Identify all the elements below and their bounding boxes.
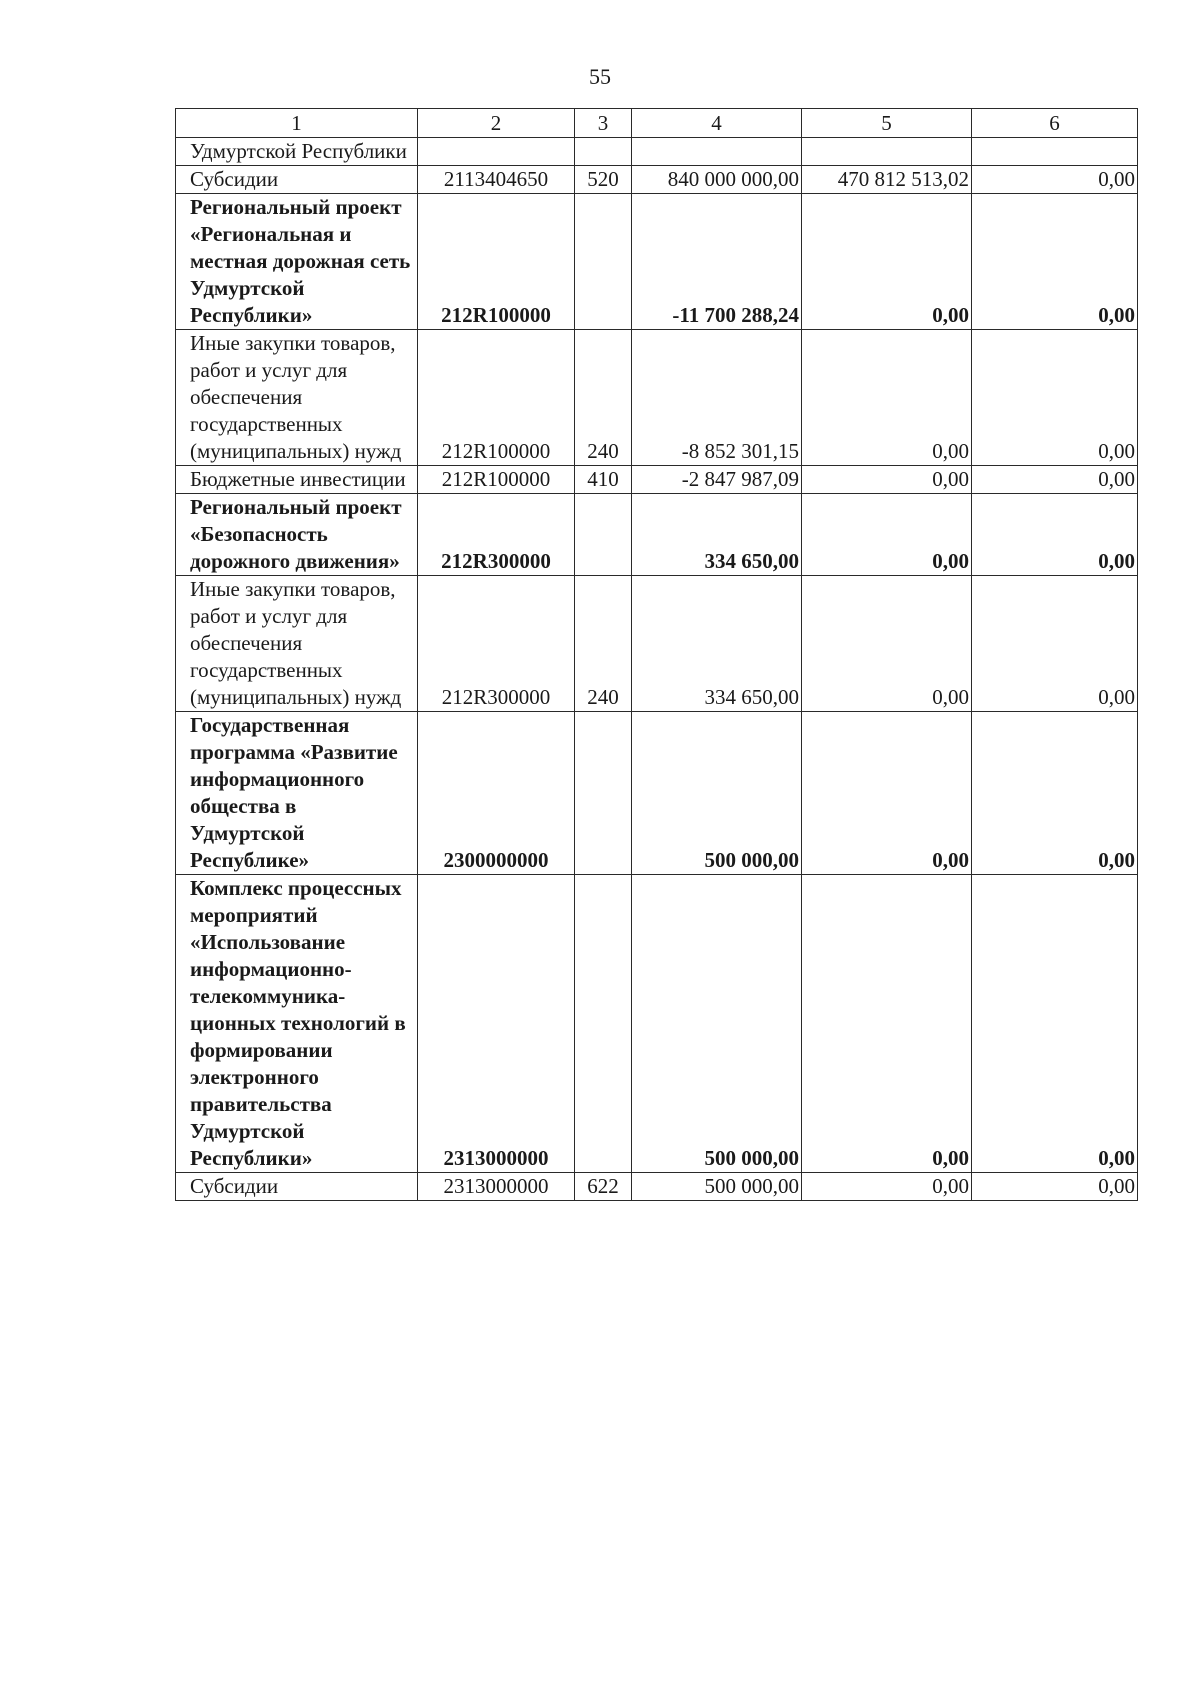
row-expense-type: 622 bbox=[575, 1173, 632, 1201]
row-code: 2300000000 bbox=[418, 712, 575, 875]
row-amount-col6: 0,00 bbox=[972, 466, 1138, 494]
row-name: Субсидии bbox=[176, 166, 418, 194]
row-code: 212R300000 bbox=[418, 576, 575, 712]
row-amount-col5 bbox=[802, 138, 972, 166]
row-amount-col6: 0,00 bbox=[972, 330, 1138, 466]
page-number: 55 bbox=[589, 64, 611, 89]
row-expense-type bbox=[575, 138, 632, 166]
table-row bbox=[176, 166, 1138, 194]
row-amount-col4: 500 000,00 bbox=[632, 875, 802, 1173]
row-code: 212R300000 bbox=[418, 494, 575, 576]
row-amount-col4: 500 000,00 bbox=[632, 1173, 802, 1201]
table-header-row bbox=[176, 109, 1138, 138]
row-code: 212R100000 bbox=[418, 330, 575, 466]
table-row bbox=[176, 194, 1138, 330]
row-amount-col6: 0,00 bbox=[972, 712, 1138, 875]
row-amount-col5: 0,00 bbox=[802, 330, 972, 466]
row-amount-col6 bbox=[972, 138, 1138, 166]
table-row bbox=[176, 330, 1138, 466]
row-amount-col5: 0,00 bbox=[802, 875, 972, 1173]
row-name: Комплекс процессных мероприятий «Использование информационно-телекоммуника-ционных технологий в формировании электронного правительства Удмуртской Республики» bbox=[176, 875, 418, 1173]
row-amount-col6: 0,00 bbox=[972, 576, 1138, 712]
row-amount-col6: 0,00 bbox=[972, 875, 1138, 1173]
row-amount-col5: 470 812 513,02 bbox=[802, 166, 972, 194]
row-amount-col6: 0,00 bbox=[972, 494, 1138, 576]
budget-table bbox=[175, 108, 1138, 1201]
row-code bbox=[418, 138, 575, 166]
row-name: Субсидии bbox=[176, 1173, 418, 1201]
row-name: Государственная программа «Развитие информационного общества в Удмуртской Республике» bbox=[176, 712, 418, 875]
table-row bbox=[176, 576, 1138, 712]
row-expense-type bbox=[575, 875, 632, 1173]
table-row bbox=[176, 466, 1138, 494]
row-code: 212R100000 bbox=[418, 466, 575, 494]
row-amount-col4: 840 000 000,00 bbox=[632, 166, 802, 194]
row-amount-col5: 0,00 bbox=[802, 194, 972, 330]
row-expense-type: 240 bbox=[575, 330, 632, 466]
row-amount-col4: -8 852 301,15 bbox=[632, 330, 802, 466]
row-amount-col4: 334 650,00 bbox=[632, 576, 802, 712]
row-amount-col5: 0,00 bbox=[802, 494, 972, 576]
row-amount-col4: -2 847 987,09 bbox=[632, 466, 802, 494]
column-header: 1 bbox=[176, 109, 418, 138]
table-row bbox=[176, 1173, 1138, 1201]
column-header: 3 bbox=[575, 109, 632, 138]
row-name: Бюджетные инвестиции bbox=[176, 466, 418, 494]
row-expense-type: 410 bbox=[575, 466, 632, 494]
row-amount-col6: 0,00 bbox=[972, 166, 1138, 194]
row-code: 2113404650 bbox=[418, 166, 575, 194]
row-amount-col5: 0,00 bbox=[802, 712, 972, 875]
row-amount-col4: 334 650,00 bbox=[632, 494, 802, 576]
row-name: Региональный проект «Региональная и местная дорожная сеть Удмуртской Республики» bbox=[176, 194, 418, 330]
row-name: Иные закупки товаров, работ и услуг для обеспечения государственных (муниципальных) нужд bbox=[176, 576, 418, 712]
row-amount-col4 bbox=[632, 138, 802, 166]
row-amount-col5: 0,00 bbox=[802, 1173, 972, 1201]
column-header: 5 bbox=[802, 109, 972, 138]
column-header: 6 bbox=[972, 109, 1138, 138]
row-amount-col4: -11 700 288,24 bbox=[632, 194, 802, 330]
row-code: 212R100000 bbox=[418, 194, 575, 330]
column-header: 2 bbox=[418, 109, 575, 138]
table-row bbox=[176, 138, 1138, 166]
row-amount-col5: 0,00 bbox=[802, 466, 972, 494]
table-row bbox=[176, 875, 1138, 1173]
row-name: Региональный проект «Безопасность дорожного движения» bbox=[176, 494, 418, 576]
row-code: 2313000000 bbox=[418, 875, 575, 1173]
row-name: Иные закупки товаров, работ и услуг для обеспечения государственных (муниципальных) нужд bbox=[176, 330, 418, 466]
row-code: 2313000000 bbox=[418, 1173, 575, 1201]
row-expense-type bbox=[575, 712, 632, 875]
row-amount-col4: 500 000,00 bbox=[632, 712, 802, 875]
row-expense-type bbox=[575, 194, 632, 330]
row-amount-col6: 0,00 bbox=[972, 1173, 1138, 1201]
row-name: Удмуртской Республики bbox=[176, 138, 418, 166]
column-header: 4 bbox=[632, 109, 802, 138]
row-expense-type: 240 bbox=[575, 576, 632, 712]
row-expense-type bbox=[575, 494, 632, 576]
row-amount-col6: 0,00 bbox=[972, 194, 1138, 330]
table-row bbox=[176, 494, 1138, 576]
row-amount-col5: 0,00 bbox=[802, 576, 972, 712]
table-row bbox=[176, 712, 1138, 875]
row-expense-type: 520 bbox=[575, 166, 632, 194]
